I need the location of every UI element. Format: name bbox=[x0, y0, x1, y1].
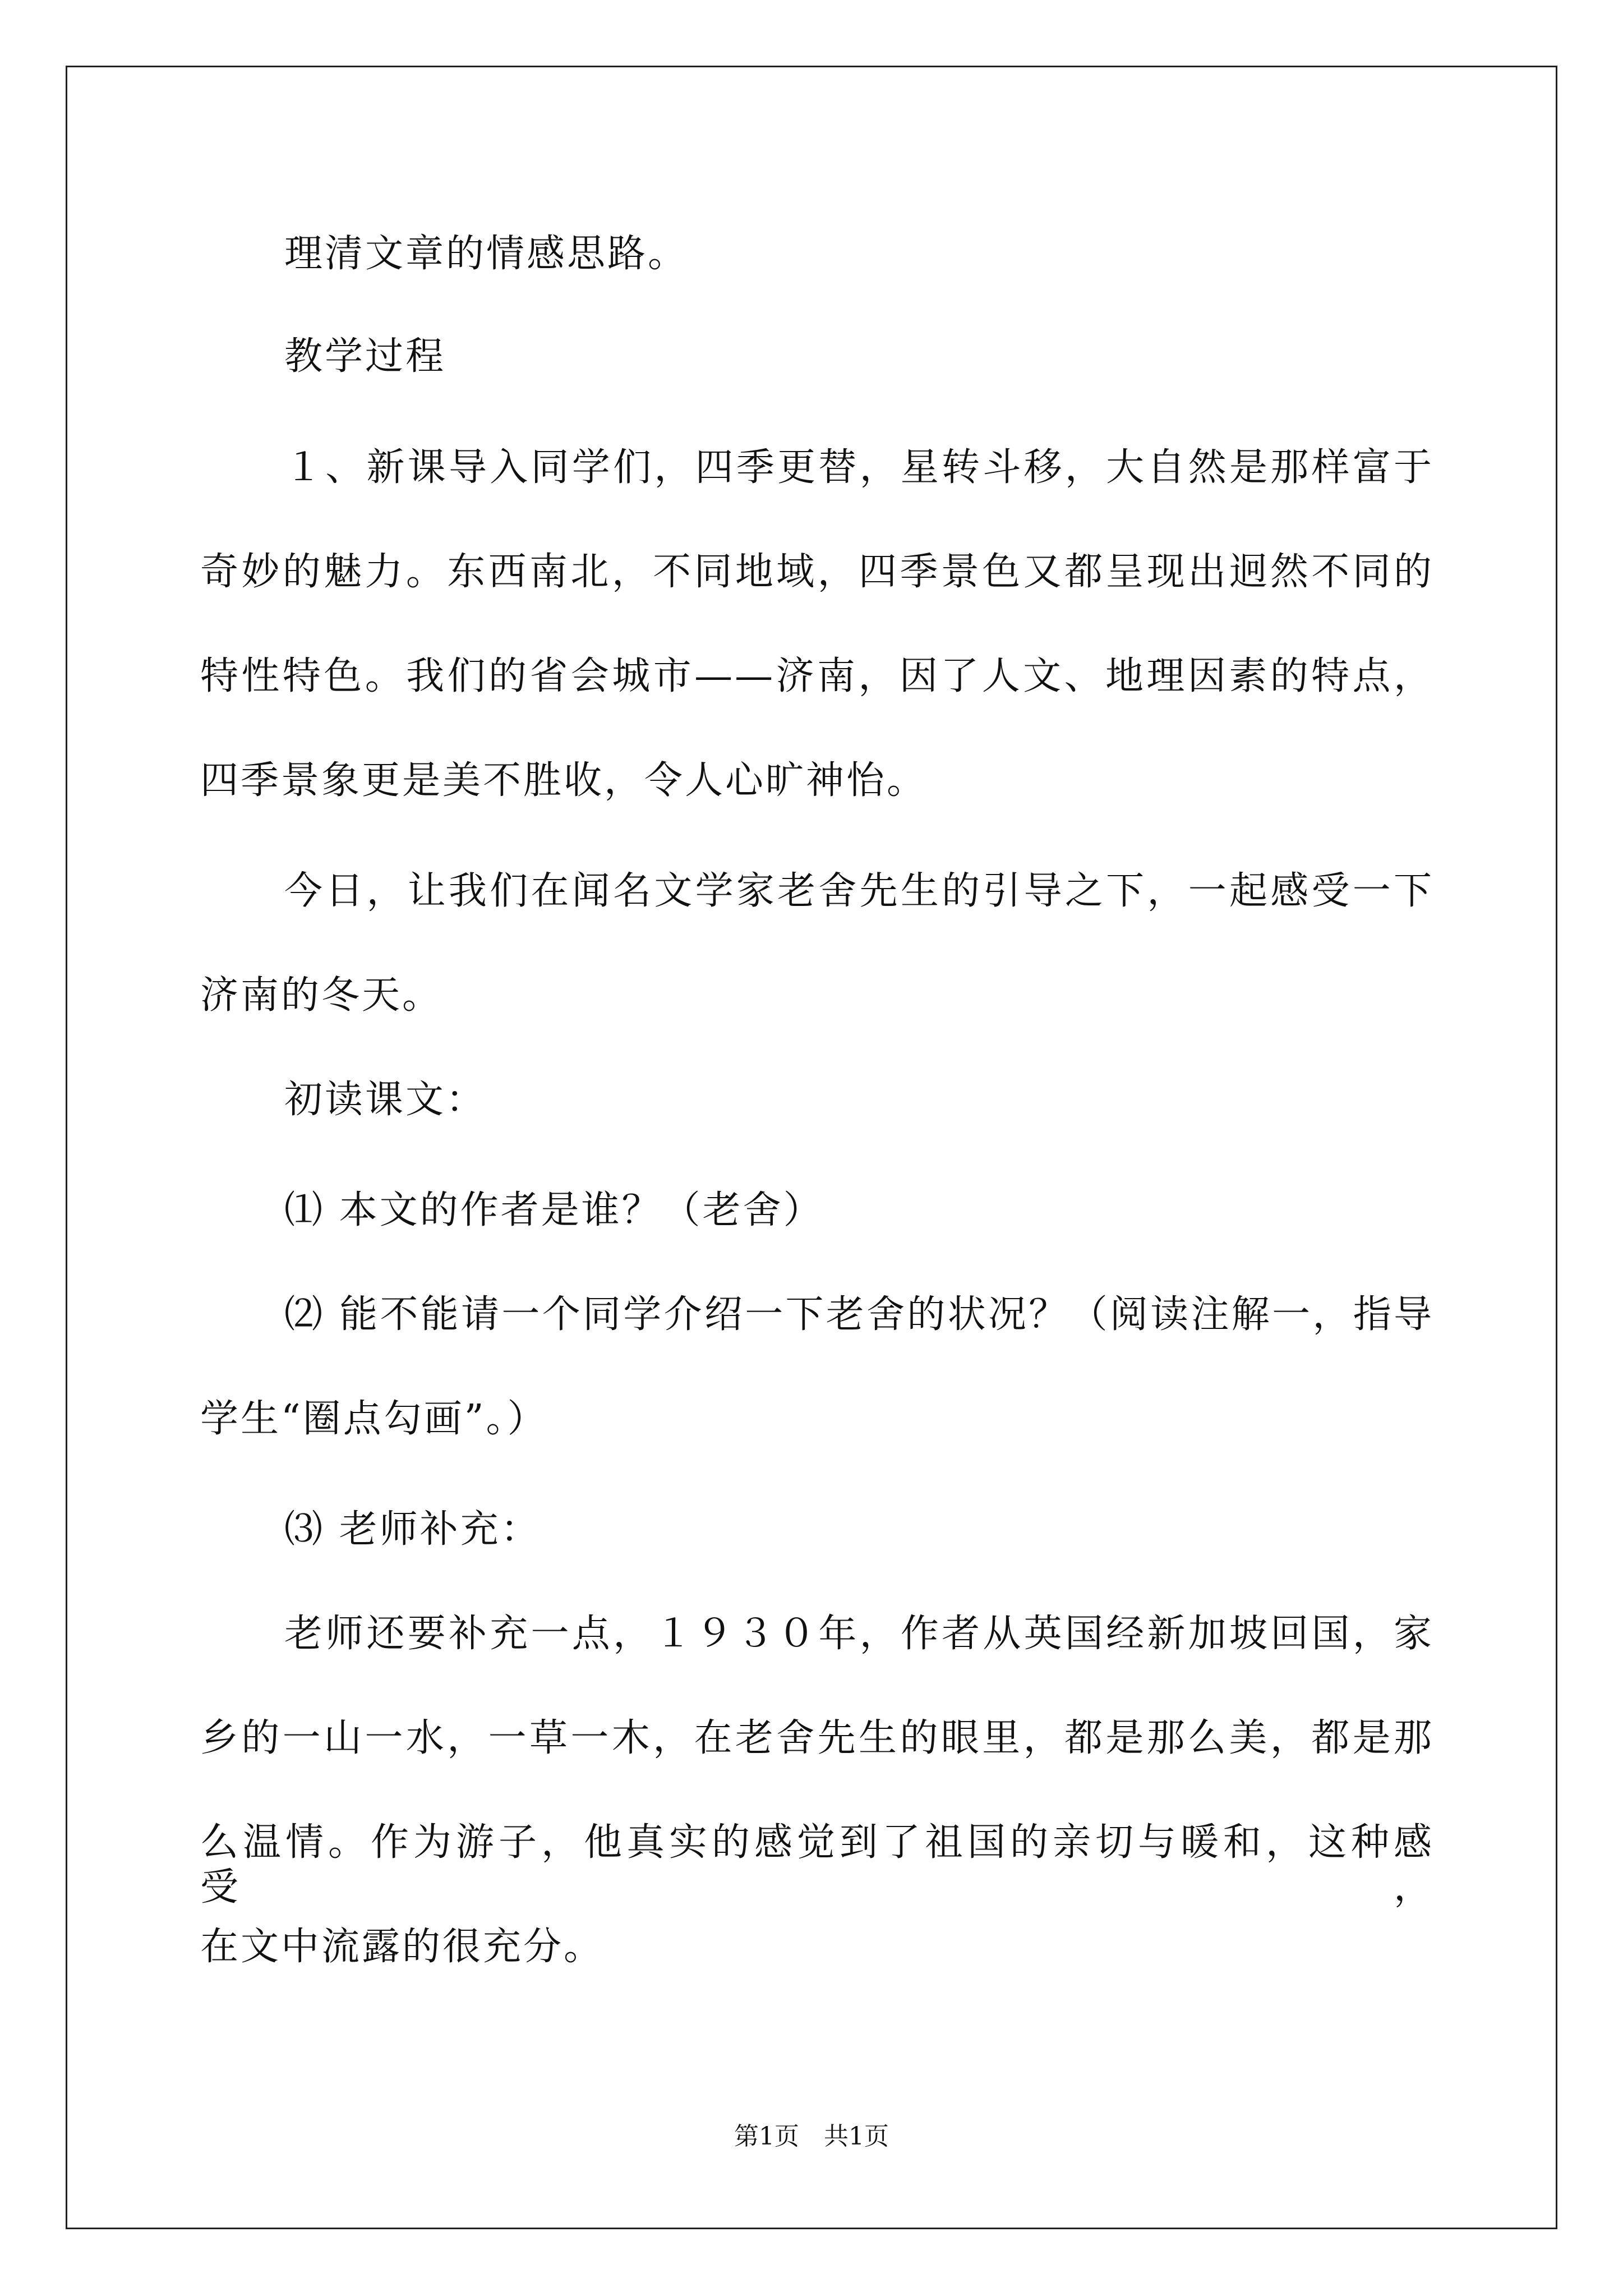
text-line: 奇妙的魅力。东西南北，不同地域，四季景色又都呈现出迥然不同的 bbox=[200, 550, 1434, 594]
page-number-footer: 第1页 共1页 bbox=[734, 2122, 889, 2151]
text-line: 特性特色。我们的省会城市——济南，因了人文、地理因素的特点， bbox=[200, 654, 1434, 698]
text-line: ⑶ 老师补充： bbox=[284, 1507, 541, 1552]
text-line: 在文中流露的很充分。 bbox=[200, 1925, 605, 1969]
text-line: 乡的一山一水，一草一木，在老舍先生的眼里，都是那么美，都是那 bbox=[200, 1716, 1434, 1760]
text-line: 初读课文： bbox=[284, 1078, 487, 1122]
section-heading: 教学过程 bbox=[284, 334, 446, 379]
text-line: 四季景象更是美不胜收，令人心旷神怡。 bbox=[200, 758, 928, 803]
text-line: 学生“圈点勾画”。） bbox=[200, 1397, 548, 1441]
text-line: ⑵ 能不能请一个同学介绍一下老舍的状况？（阅读注解一，指导 bbox=[284, 1292, 1434, 1337]
text-line: 么温情。作为游子，他真实的感觉到了祖国的亲切与暖和，这种感受， bbox=[200, 1820, 1434, 1910]
text-line: １、新课导入同学们，四季更替，星转斗移，大自然是那样富于 bbox=[284, 445, 1434, 490]
text-line: ⑴ 本文的作者是谁？（老舍） bbox=[284, 1188, 824, 1232]
text-line: 理清文章的情感思路。 bbox=[284, 232, 689, 276]
text-line: 今日，让我们在闻名文学家老舍先生的引导之下，一起感受一下 bbox=[284, 869, 1434, 913]
text-line: 济南的冬天。 bbox=[200, 973, 443, 1018]
text-line: 老师还要补充一点，１９３０年，作者从英国经新加坡回国，家 bbox=[284, 1612, 1434, 1656]
